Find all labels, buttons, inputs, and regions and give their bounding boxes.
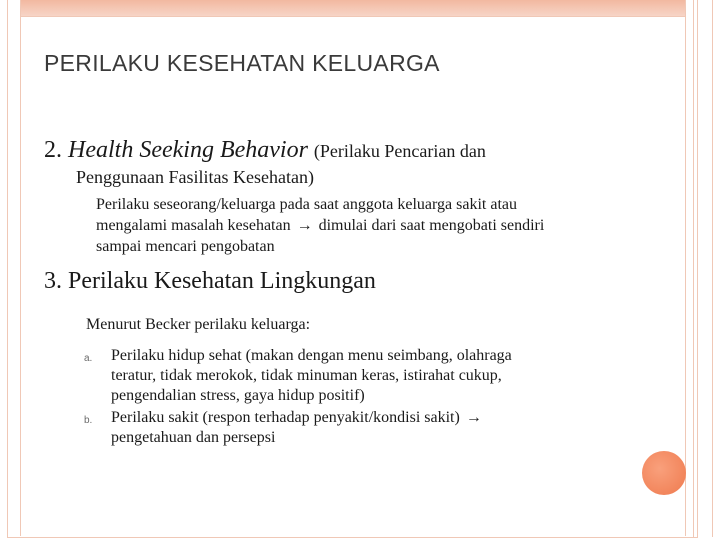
- list-item-line: pengetahuan dan persepsi: [111, 429, 276, 446]
- section2-paragraph: [96, 194, 636, 257]
- section2-heading-paren: (Perilaku Pencarian dan: [313, 141, 486, 161]
- top-bar: [21, 0, 685, 17]
- section2-para-line2b: dimulai dari saat mengobati sendiri: [318, 217, 545, 234]
- section2-para-line2: [96, 215, 636, 236]
- section3-list: [84, 346, 604, 450]
- accent-circle-icon: [642, 451, 686, 495]
- section2-heading: [44, 136, 486, 165]
- section3-lead: Menurut Becker perilaku keluarga:: [86, 316, 311, 333]
- list-item-line: Perilaku hidup sehat (makan dengan menu seimbang, olahraga: [111, 347, 512, 364]
- section3-heading: 3. Perilaku Kesehatan Lingkungan: [44, 268, 376, 294]
- section2-para-line3: sampai mencari pengobatan: [96, 238, 275, 255]
- section2-number: 2.: [44, 137, 62, 163]
- list-item-line: [111, 408, 604, 428]
- list-item: [84, 408, 604, 448]
- arrow-right-icon: →: [296, 217, 313, 234]
- section2-heading-continued: Penggunaan Fasilitas Kesehatan): [76, 167, 314, 187]
- list-item-text: Perilaku sakit (respon terhadap penyakit/kondisi sakit): [111, 409, 460, 426]
- list-item-line: teratur, tidak merokok, tidak minuman keras, istirahat cukup,: [111, 367, 502, 384]
- list-item-line: pengendalian stress, gaya hidup positif): [111, 387, 365, 404]
- list-marker: b.: [84, 415, 93, 426]
- right-decorative-strip: [693, 0, 713, 537]
- arrow-right-icon: →: [465, 409, 482, 426]
- list-marker: a.: [84, 353, 93, 364]
- list-item: [84, 346, 604, 406]
- section2-heading-italic: Health Seeking Behavior: [68, 137, 308, 163]
- section2-para-line1: Perilaku seseorang/keluarga pada saat anggota keluarga sakit atau: [96, 196, 518, 213]
- slide-title: PERILAKU KESEHATAN KELUARGA: [44, 50, 440, 76]
- section2-para-line2a: mengalami masalah kesehatan: [96, 217, 291, 234]
